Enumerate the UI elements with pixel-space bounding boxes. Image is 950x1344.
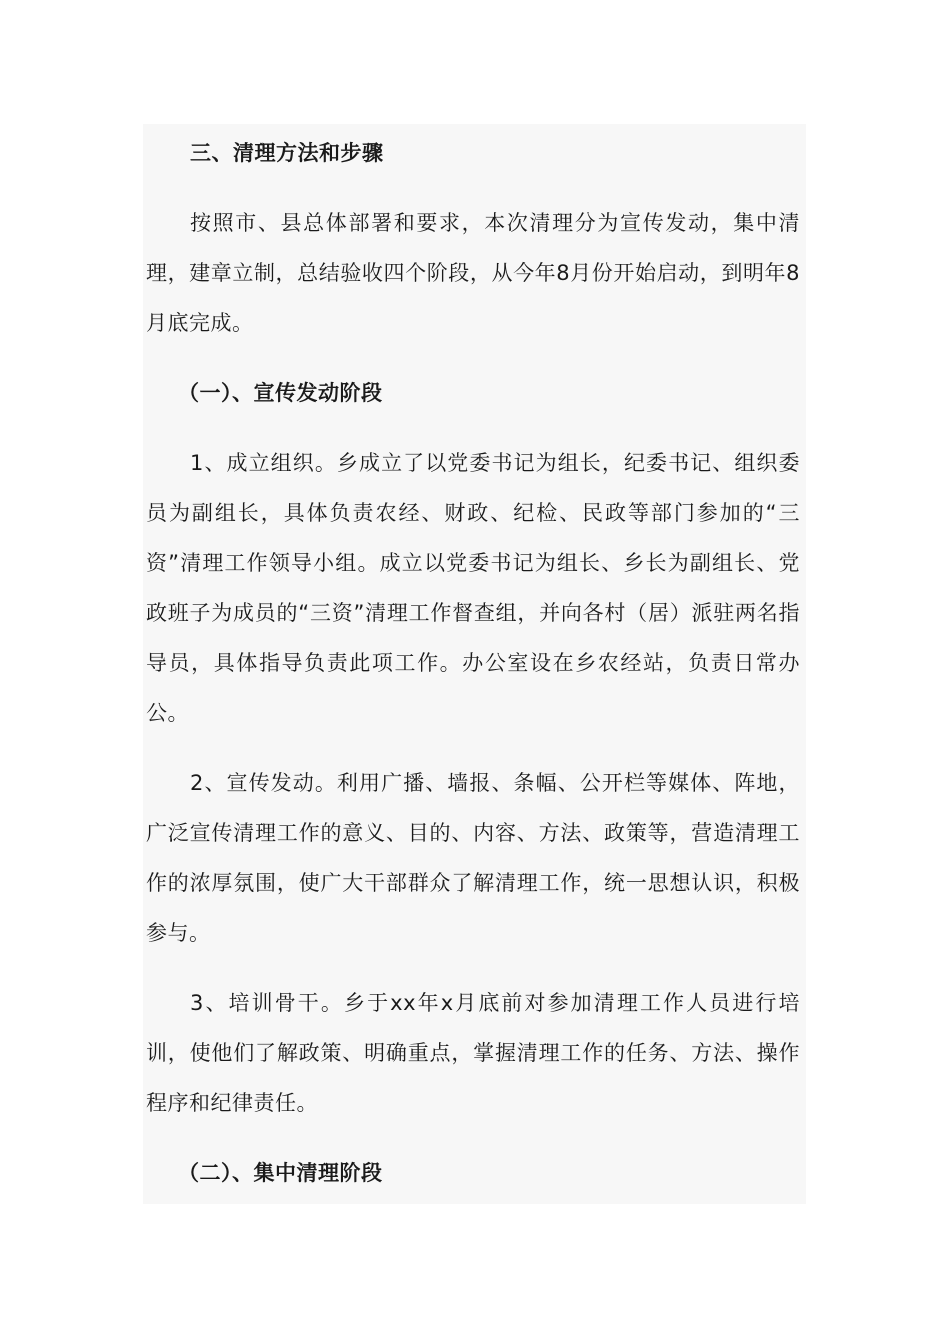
item3-paragraph: 3、培训骨干。乡于xx年x月底前对参加清理工作人员进行培训，使他们了解政策、明确重点，掌握清理工作的任务、方法、操作程序和纪律责任。 xyxy=(146,991,800,1115)
phase2-title: （二）、集中清理阶段 xyxy=(178,1161,383,1185)
item1-paragraph: 1、成立组织。乡成立了以党委书记为组长，纪委书记、组织委员为副组长，具体负责农经、财政、纪检、民政等部门参加的“三资”清理工作领导小组。成立以党委书记为组长、乡长为副组长、党政班子为成员的“三资”清理工作督查组，并向各村（居）派驻两名指导员，具体指导负责此项工作。办公室设在乡农经站，负责日常办公。 xyxy=(146,451,800,725)
section-title: 三、清理方法和步骤 xyxy=(190,141,384,165)
document-body xyxy=(146,128,800,1218)
intro-paragraph: 按照市、县总体部署和要求，本次清理分为宣传发动，集中清理，建章立制，总结验收四个阶段，从今年8月份开始启动，到明年8月底完成。 xyxy=(146,211,800,335)
item2-paragraph: 2、宣传发动。利用广播、墙报、条幅、公开栏等媒体、阵地，广泛宣传清理工作的意义、目的、内容、方法、政策等，营造清理工作的浓厚氛围，使广大干部群众了解清理工作，统一思想认识，积极参与。 xyxy=(146,771,800,945)
phase1-title: （一）、宣传发动阶段 xyxy=(178,381,383,405)
